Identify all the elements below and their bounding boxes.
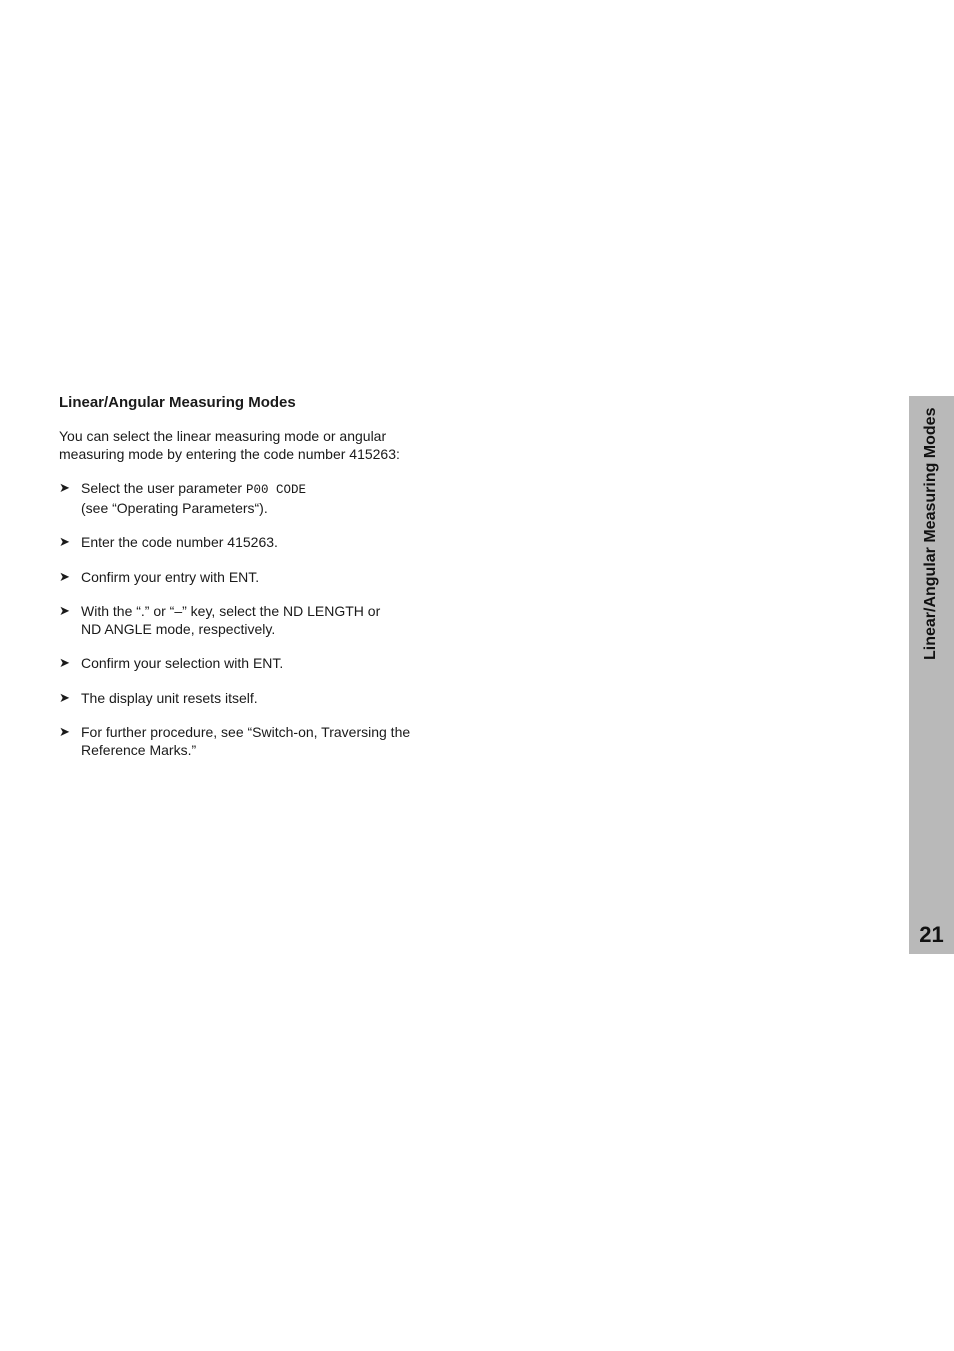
step-enter-code bbox=[59, 534, 439, 552]
arrow-bullet-icon: ➤ bbox=[59, 569, 70, 585]
arrow-bullet-icon: ➤ bbox=[59, 690, 70, 706]
step-text-line1: With the “.” or “–” key, select the ND LENGTH or bbox=[81, 603, 381, 619]
side-tab bbox=[909, 396, 954, 954]
step-text: Confirm your entry with ENT. bbox=[81, 568, 260, 585]
step-display-resets bbox=[59, 690, 439, 708]
step-text: The display unit resets itself. bbox=[81, 689, 258, 706]
main-content bbox=[59, 393, 439, 776]
arrow-bullet-icon: ➤ bbox=[59, 535, 70, 550]
step-select-mode bbox=[59, 603, 439, 638]
page-number: 21 bbox=[919, 922, 944, 947]
step-text: Confirm your selection with ENT. bbox=[81, 655, 284, 671]
step-list bbox=[59, 480, 439, 759]
step-confirm-entry bbox=[59, 569, 439, 587]
step-select-parameter bbox=[59, 480, 439, 517]
step-text: Enter the code number 415263. bbox=[81, 534, 278, 550]
step-further-procedure bbox=[59, 724, 439, 759]
step-text-line2: (see “Operating Parameters“). bbox=[81, 499, 268, 516]
arrow-bullet-icon: ➤ bbox=[59, 604, 70, 619]
arrow-bullet-icon: ➤ bbox=[59, 725, 70, 740]
step-text: Select the user parameter bbox=[81, 480, 246, 496]
step-text-line2: ND ANGLE mode, respectively. bbox=[81, 620, 276, 637]
side-tab-title: Linear/Angular Measuring Modes bbox=[922, 408, 939, 661]
intro-paragraph: You can select the linear measuring mode or angular measuring mode by entering the code number 415263: bbox=[59, 428, 400, 462]
step-text-line2: Reference Marks.” bbox=[81, 741, 197, 758]
parameter-code: P00 CODE bbox=[245, 483, 306, 497]
step-text-line1: For further procedure, see “Switch-on, Traversing the bbox=[81, 724, 411, 740]
step-confirm-selection bbox=[59, 655, 439, 673]
arrow-bullet-icon: ➤ bbox=[59, 656, 70, 671]
section-heading: Linear/Angular Measuring Modes bbox=[59, 394, 296, 411]
arrow-bullet-icon: ➤ bbox=[59, 481, 70, 496]
